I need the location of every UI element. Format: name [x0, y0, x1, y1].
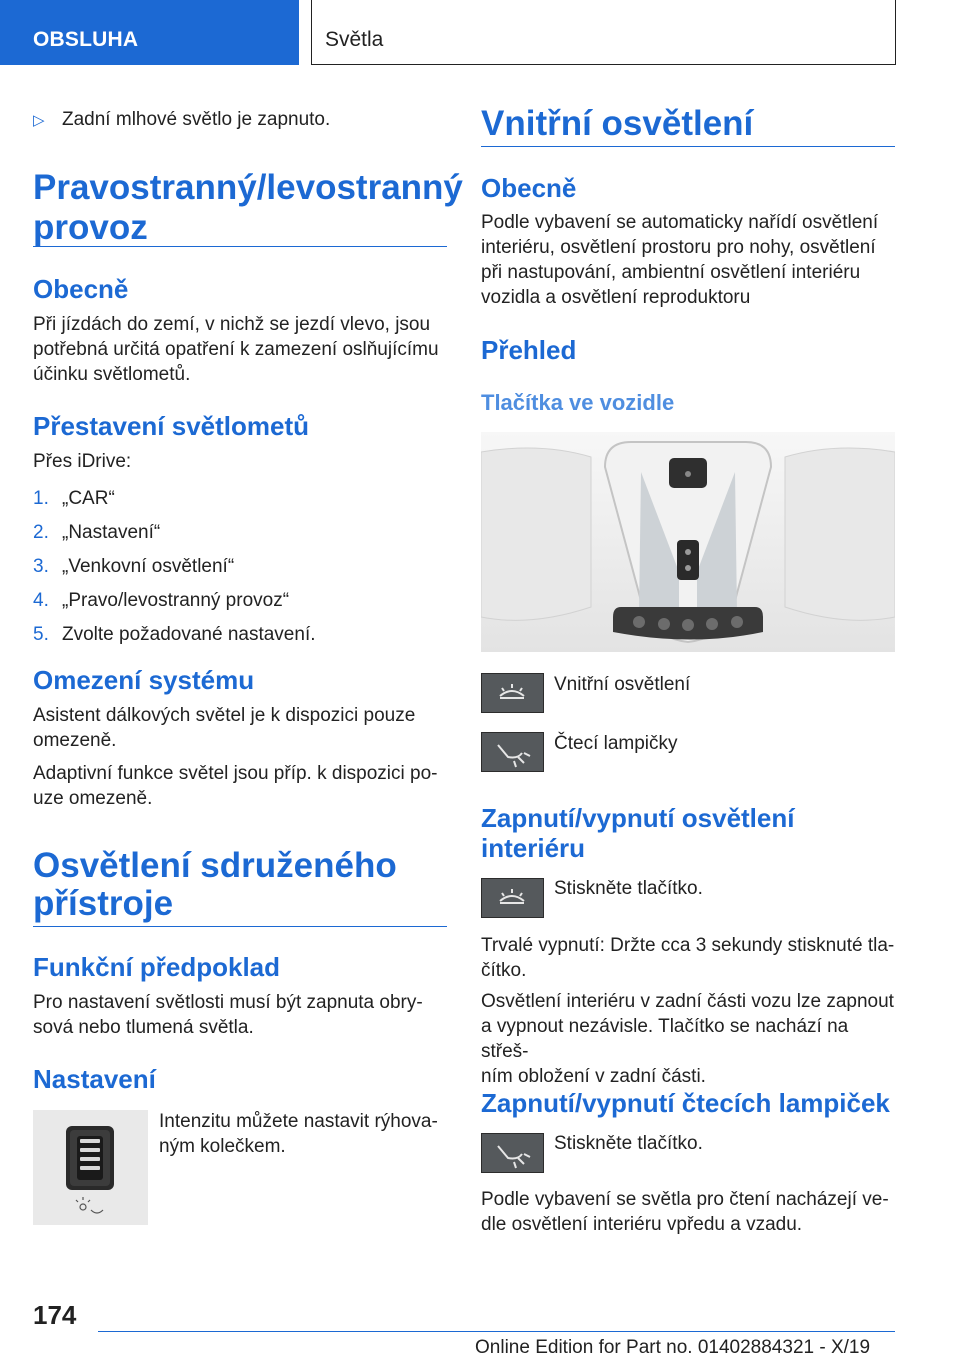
step-text: „Venkovní osvětlení“ [62, 556, 235, 577]
subheading-toggle-reading: Zapnutí/vypnutí čtecích lampiček [481, 1088, 890, 1118]
reading-paragraph [481, 1187, 895, 1237]
chapter-tab [311, 0, 896, 65]
limits-paragraph-1 [33, 703, 447, 753]
list-item [33, 554, 447, 588]
subheading-general: Obecně [481, 173, 577, 203]
dimmer-wheel-icon [33, 1110, 148, 1225]
text-line: ným kolečkem. [159, 1136, 286, 1157]
heading-cluster [33, 846, 397, 924]
list-item [33, 520, 447, 554]
legend-label-reading: Čtecí lampičky [554, 733, 678, 754]
footer-rule [98, 1331, 895, 1332]
text-line: Trvalé vypnutí: Držte cca 3 sekundy stisknuté tla- [481, 935, 895, 956]
bullet-item [33, 107, 331, 133]
heading-rule [33, 246, 447, 247]
subheading-limits: Omezení systému [33, 665, 255, 695]
interior-light-button-icon [481, 878, 544, 918]
text-line: Asistent dálkových světel je k dispozici pouze [33, 705, 416, 726]
roof-console-image [481, 432, 895, 652]
step-text: „Nastavení“ [62, 522, 161, 543]
text-line: čítko. [481, 960, 527, 981]
step-number: 1. [33, 488, 49, 509]
heading-interior: Vnitřní osvětlení [481, 104, 754, 143]
roof-console-illustration [481, 432, 895, 652]
interior-light-icon [481, 673, 544, 713]
reading-lamp-icon [481, 732, 544, 772]
subheading-settings: Nastavení [33, 1064, 156, 1094]
heading-line: Zapnutí/vypnutí osvětlení [481, 803, 795, 833]
text-line: vozidla a osvětlení reproduktoru [481, 287, 751, 308]
text-line: uze omezeně. [33, 788, 153, 809]
step-text: „Pravo/levostranný provoz“ [62, 590, 290, 611]
step-number: 2. [33, 522, 49, 543]
bullet-text: Zadní mlhové světlo je zapnuto. [62, 109, 331, 130]
text-line: Podle vybavení se automaticky nařídí osvětlení [481, 212, 879, 233]
text-line: potřebná určitá opatření k zamezení oslňujícímu [33, 339, 439, 360]
limits-paragraph-2 [33, 761, 447, 811]
text-line: sová nebo tlumená světla. [33, 1017, 254, 1038]
step-text: „CAR“ [62, 488, 115, 509]
text-line: ním obložení v zadní části. [481, 1066, 706, 1087]
text-line: dle osvětlení interiéru vpředu a vzadu. [481, 1214, 803, 1235]
steps-list [33, 486, 447, 656]
text-line: Podle vybavení se světla pro čtení nacházejí ve- [481, 1189, 889, 1210]
list-item [33, 622, 447, 656]
text-line: Intenzitu můžete nastavit rýhova- [159, 1111, 438, 1132]
subheading-buttons: Tlačítka ve vozidle [481, 390, 675, 415]
heading-line: přístroje [33, 884, 174, 923]
subheading-prereq: Funkční předpoklad [33, 952, 281, 982]
heading-line: Pravostranný/levostranný [33, 168, 463, 207]
prereq-paragraph [33, 990, 447, 1040]
text-line: při nastupování, ambientní osvětlení interiéru [481, 262, 861, 283]
heading-driving [33, 168, 463, 248]
step-text: Zvolte požadované nastavení. [62, 624, 316, 645]
text-line: účinku světlometů. [33, 364, 191, 385]
general-paragraph [33, 312, 447, 387]
chapter-label: Světla [325, 28, 384, 51]
interior-general-paragraph [481, 210, 895, 310]
text-line: a vypnout nezávisle. Tlačítko se nachází na střeš- [481, 1016, 849, 1062]
section-label: OBSLUHA [33, 28, 139, 51]
edition-footer: Online Edition for Part no. 01402884321 - X/19 [475, 1337, 871, 1358]
legend-label-interior: Vnitřní osvětlení [554, 674, 691, 695]
heading-line: provoz [33, 208, 148, 247]
text-line: Pro nastavení světlosti musí být zapnuta obry- [33, 992, 423, 1013]
step-number: 5. [33, 624, 49, 645]
subheading-general: Obecně [33, 274, 129, 304]
step-number: 3. [33, 556, 49, 577]
subheading-toggle-interior [481, 803, 794, 863]
heading-line: interiéru [481, 833, 586, 863]
heading-line: Osvětlení sdruženého [33, 846, 397, 885]
text-line: omezeně. [33, 730, 117, 751]
text-line: Při jízdách do zemí, v nichž se jezdí vlevo, jsou [33, 314, 431, 335]
subheading-overview: Přehled [481, 335, 577, 365]
section-tab [0, 0, 299, 65]
triangle-bullet-icon: ▷ [33, 112, 45, 129]
press-button-text-2: Stiskněte tlačítko. [554, 1133, 703, 1154]
reading-lamp-button-icon [481, 1133, 544, 1173]
text-line: Osvětlení interiéru v zadní části vozu lze zapnout [481, 991, 894, 1012]
settings-paragraph [159, 1109, 449, 1159]
list-item [33, 588, 447, 622]
heading-rule [33, 926, 447, 927]
rear-paragraph [481, 989, 895, 1089]
press-button-text: Stiskněte tlačítko. [554, 878, 703, 899]
text-line: Adaptivní funkce světel jsou příp. k dispozici po- [33, 763, 438, 784]
page-number: 174 [33, 1300, 77, 1330]
dimmer-wheel-image [33, 1110, 148, 1225]
permanent-off-paragraph [481, 933, 895, 983]
text-line: interiéru, osvětlení prostoru pro nohy, osvětlení [481, 237, 876, 258]
list-item [33, 486, 447, 520]
subheading-adjust: Přestavení světlometů [33, 411, 310, 441]
adjust-intro: Přes iDrive: [33, 451, 132, 472]
step-number: 4. [33, 590, 49, 611]
heading-rule [481, 146, 895, 147]
